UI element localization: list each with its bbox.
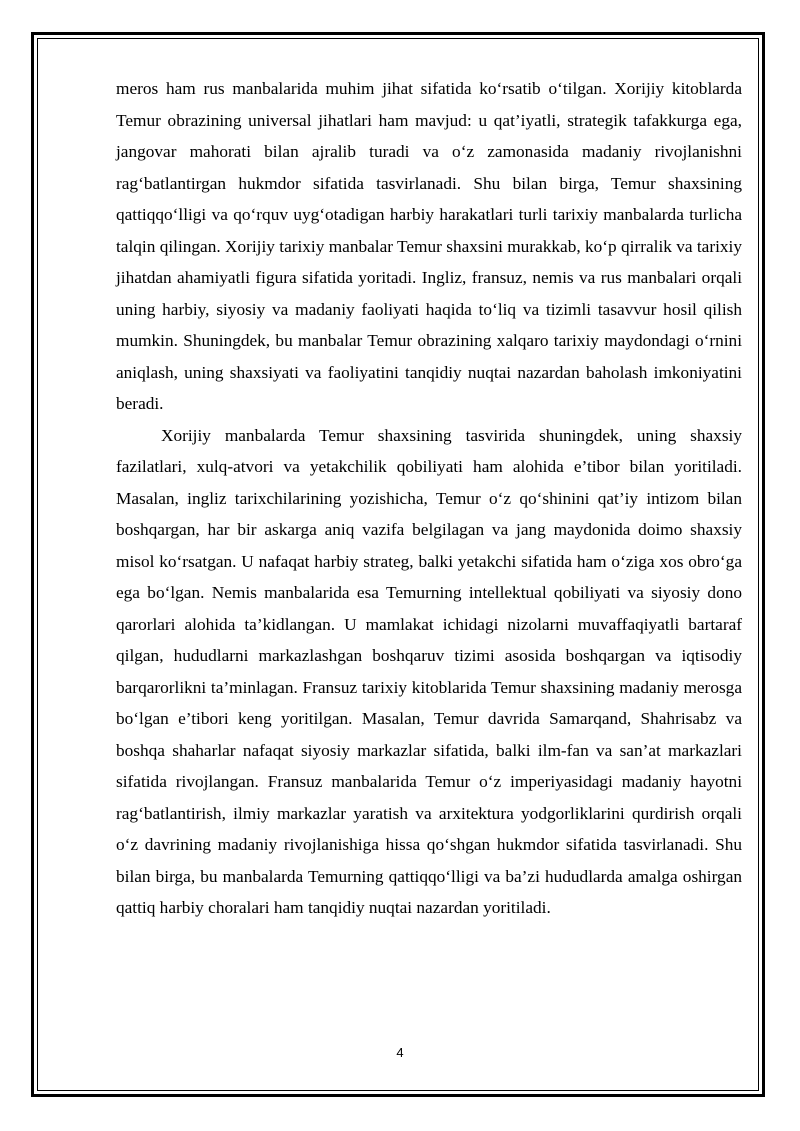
paragraph-continued: meros ham rus manbalarida muhim jihat sifatida ko‘rsatib o‘tilgan. Xorijiy kitoblarda Temur obrazining universal jihatlari ham mavjud: u qat’iyatli, strategik tafakkurga ega, jangovar mahorati bilan ajralib turadi va o‘z zamonasida madaniy rivojlanishni rag‘batlantirgan hukmdor sifatida tasvirlanadi. Shu bilan birga, Temur shaxsining qattiqqo‘lligi va qo‘rquv uyg‘otadigan harbiy harakatlari turli tarixiy manbalarda turlicha talqin qilingan. Xorijiy tarixiy manbalar Temur shaxsini murakkab, ko‘p qirralik va tarixiy jihatdan ahamiyatli figura sifatida yoritadi. Ingliz, fransuz, nemis va rus manbalari orqali uning harbiy, siyosiy va madaniy faoliyati haqida to‘liq va tizimli tasavvur hosil qilish mumkin. Shuningdek, bu manbalar Temur obrazining xalqaro tarixiy maydondagi o‘rnini aniqlash, uning shaxsiyati va faoliyatini tanqidiy nuqtai nazardan baholash imkoniyatini beradi.	[116, 79, 742, 413]
page-number: 4	[396, 1045, 404, 1060]
paragraph: Xorijiy manbalarda Temur shaxsining tasvirida shuningdek, uning shaxsiy fazilatlari, xulq-atvori va yetakchilik qobiliyati ham alohida e’tibor bilan yoritiladi. Masalan, ingliz tarixchilarining yozishicha, Temur o‘z qo‘shinini qat’iy intizom bilan boshqargan, har bir askarga aniq vazifa belgilagan va jang maydonida doimo shaxsiy misol ko‘rsatgan. U nafaqat harbiy strateg, balki yetakchi sifatida ham o‘ziga xos obro‘ga ega bo‘lgan. Nemis manbalarida esa Temurning intellektual qobiliyati va siyosiy dono qarorlari alohida ta’kidlangan. U mamlakat ichidagi nizolarni muvaffaqiyatli bartaraf qilgan, hududlarni markazlashgan boshqaruv tizimi asosida boshqargan va iqtisodiy barqarorlikni ta’minlagan. Fransuz tarixiy kitoblarida Temur shaxsining madaniy merosga bo‘lgan e’tibori keng yoritilgan. Masalan, Temur davrida Samarqand, Shahrisabz va boshqa shaharlar nafaqat siyosiy markazlar sifatida, balki ilm-fan va san’at markazlari sifatida rivojlangan. Fransuz manbalarida Temur o‘z imperiyasidagi madaniy hayotni rag‘batlantirish, ilmiy markazlar yaratish va arxitektura yodgorliklarini qurdirish orqali o‘z davrining madaniy rivojlanishiga hissa qo‘shgan hukmdor sifatida tasvirlanadi. Shu bilan birga, bu manbalarda Temurning qattiqqo‘lligi va ba’zi hududlarda amalga oshirgan qattiq harbiy choralari ham tanqidiy nuqtai nazardan yoritiladi.	[116, 425, 742, 917]
document-body	[116, 73, 742, 924]
